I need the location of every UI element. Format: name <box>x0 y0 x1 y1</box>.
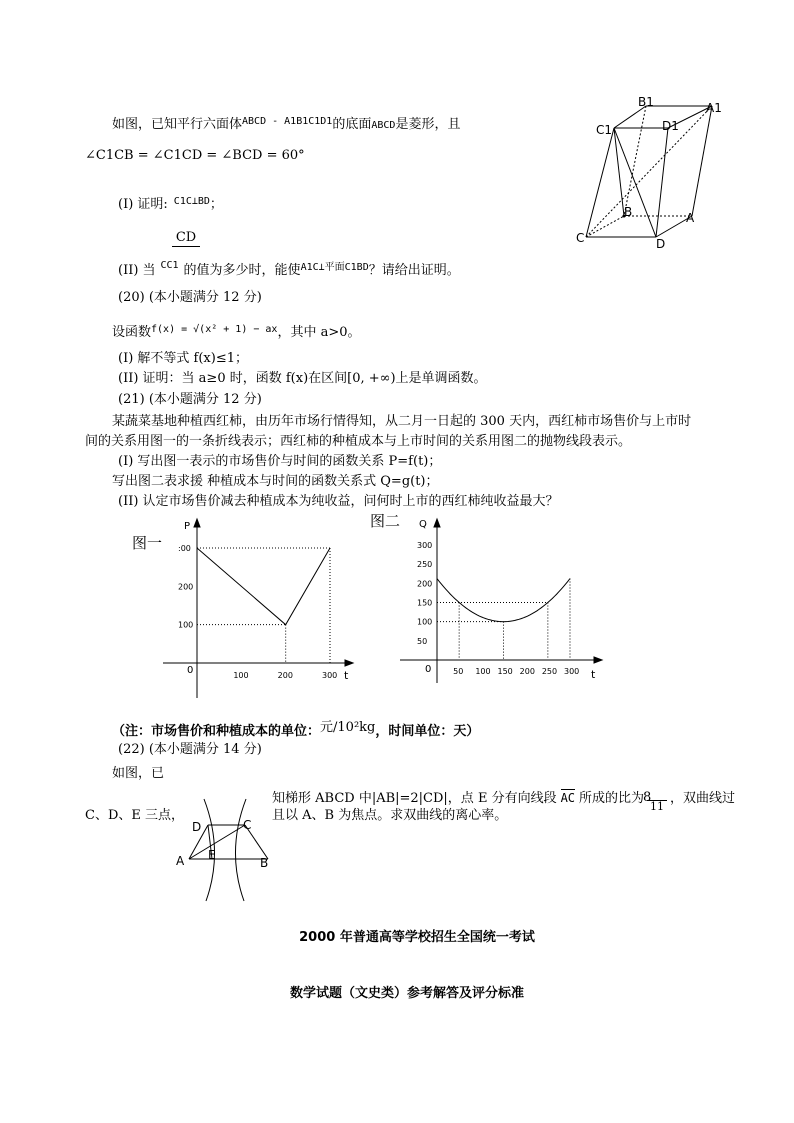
chart1-ytick-100: 100 <box>178 620 194 630</box>
label-trap-A: A <box>176 854 185 868</box>
q20-part2: (II) 证明：当 a≥0 时，函数 f(x)在区间[0, +∞)上是单调函数。 <box>118 371 487 386</box>
chart2 <box>395 515 610 690</box>
q20-definition: 设函数$^{f(x) = √(x^2 + 1) - ax}$，其中 a>0。 <box>112 324 361 340</box>
chart2-origin: 0 <box>425 664 432 675</box>
label-A1: A1 <box>706 101 722 115</box>
angle-equation: ∠C1CB = ∠C1CD = ∠BCD = 60° <box>85 148 305 163</box>
chart2-xtick-150: 150 <box>497 667 513 676</box>
hyperbola-right-branch <box>235 799 246 901</box>
q21-part2: (II) 认定市场售价减去种植成本为纯收益，问何时上市的西红柿纯收益最大？ <box>118 494 559 509</box>
q21-part1: (I) 写出图一表示的市场售价与时间的函数关系 P=f(t)； <box>118 454 442 469</box>
q21-para-line2: 间的关系用图一的一条折线表示；西红柿的种植成本与上市时间的关系用图二的抛物线段表示。 <box>85 434 632 449</box>
chart1-y-arrow <box>194 519 200 527</box>
vector-AC: AC <box>560 791 576 805</box>
chart1-xlabel: t <box>344 669 349 682</box>
chart1-xtick-100: 100 <box>233 671 249 680</box>
parallelepiped-figure <box>572 92 722 252</box>
chart1 <box>160 515 360 700</box>
q20-part1: (I) 解不等式 f(x)≤1； <box>118 351 248 366</box>
q22-line3-left: C、D、E 三点， <box>85 808 184 823</box>
label-trap-C: C <box>243 818 252 832</box>
chart2-xlabel: t <box>591 668 596 681</box>
q22-line1: 如图，已 <box>112 766 165 781</box>
q20-header: (20) (本小题满分 12 分) <box>118 290 262 305</box>
chart2-title: 图二 <box>370 512 401 530</box>
footer-title2: 数学试题（文史类）参考解答及评分标准 <box>289 986 524 1001</box>
q21-part1b: 写出图二表求援 种植成本与时间的函数关系式 Q=g(t)； <box>112 474 439 489</box>
q19-part2: (II) 当 CC1 的值为多少时，能使$^{A1C\perp 平面C1BD}$？请给出证明。 <box>118 260 460 278</box>
label-D: D <box>656 237 666 251</box>
chart2-ylabel: Q <box>419 519 427 530</box>
chart1-origin: 0 <box>187 665 194 676</box>
chart2-xtick-50: 50 <box>453 667 464 676</box>
label-A: A <box>686 211 695 225</box>
chart1-xtick-200: 200 <box>277 671 293 680</box>
unit-text: 元/10²kg <box>320 720 376 735</box>
label-C1: C1 <box>596 123 613 137</box>
rhombus-text: 是菱形，且 <box>395 117 461 132</box>
hyperbola-figure <box>172 795 282 905</box>
q21-header: (21) (本小题满分 12 分) <box>118 392 262 407</box>
label-trap-B: B <box>260 856 269 870</box>
q22-line2: 知梯形 ABCD 中|AB|=2|CD|，点 E 分有向线段 AC 所成的比为11，双曲线过 <box>272 791 736 813</box>
chart1-ytick-200: 200 <box>178 582 194 592</box>
ratio-numerator: 8 <box>643 790 652 805</box>
chart2-ytick-300: 300 <box>417 541 433 550</box>
chart2-ytick-50: 50 <box>417 636 428 646</box>
q22-header: (22) (本小题满分 14 分) <box>118 742 262 757</box>
footer-title1: 2000 年普通高等学校招生全国统一考试 <box>299 930 535 945</box>
chart2-xtick-300: 300 <box>564 667 580 676</box>
label-trap-E: E <box>208 848 216 862</box>
label-C: C <box>576 231 585 245</box>
chart2-xtick-250: 250 <box>541 667 558 676</box>
label-B1: B1 <box>638 95 654 109</box>
q19-part1: (I) 证明: $^{C1C\perp BD}$； <box>118 196 223 212</box>
chart2-xtick-200: 200 <box>519 667 535 676</box>
frac-numerator: CD <box>172 230 200 247</box>
solid-name: ABCD - A1B1C1D1 <box>242 116 333 127</box>
chart2-y-arrow <box>434 519 440 527</box>
unit-note: （注：市场售价和种植成本的单位：元/10²kg，时间单位：天） <box>112 720 480 739</box>
chart2-ytick-100: 100 <box>417 617 433 627</box>
chart1-series-line <box>197 548 330 625</box>
chart2-ytick-150: 150 <box>417 598 433 608</box>
function-expr: f(x) = √(x² + 1) − ax <box>151 324 278 335</box>
chart2-ytick-250: 250 <box>417 560 433 570</box>
chart2-ytick-200: 200 <box>417 579 433 589</box>
label-D1: D1 <box>662 119 679 133</box>
chart1-xtick-300: 300 <box>322 671 338 680</box>
chart2-parabola <box>437 579 570 622</box>
q22-line3: 且以 A、B 为焦点。求双曲线的离心率。 <box>272 808 508 823</box>
label-B: B <box>624 205 633 219</box>
chart2-xtick-100: 100 <box>475 667 491 676</box>
ratio-denominator: 11 <box>647 800 667 813</box>
chart1-ytick-top: :00 <box>178 544 191 553</box>
label-trap-D: D <box>192 820 202 834</box>
chart1-ylabel: P <box>184 521 191 532</box>
chart1-title: 图一 <box>132 534 163 552</box>
q19-line1: 如图，已知平行六面体$^{ABCD - A1B1C1D1}$的底面ABCD是菱形，且 <box>112 116 461 132</box>
q21-para-line1: 某蔬菜基地种植西红柿，由历年市场行情得知，从二月一日起的 300 天内，西红柿市场售价与上市时 <box>112 414 692 429</box>
chart1-x-arrow <box>345 660 353 666</box>
chart2-x-arrow <box>594 657 602 663</box>
